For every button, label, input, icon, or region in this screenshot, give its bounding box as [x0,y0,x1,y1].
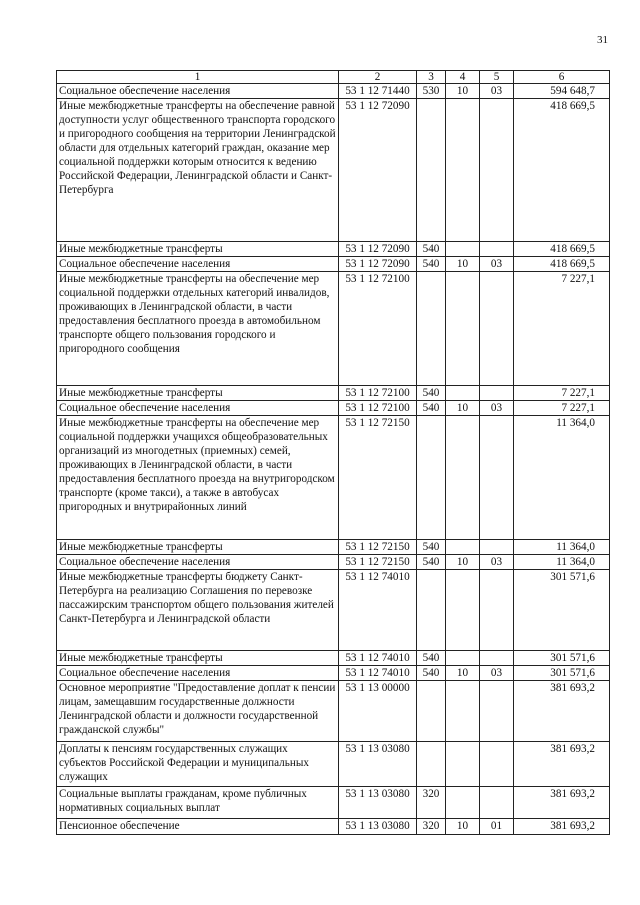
row-amount: 381 693,2 [514,819,610,835]
table-row [57,84,610,99]
row-code: 53 1 12 72090 [339,242,417,257]
row-expense-type [417,416,446,540]
row-expense-type [417,272,446,386]
row-amount: 418 669,5 [514,242,610,257]
row-amount: 381 693,2 [514,742,610,787]
table-row [57,272,610,386]
row-section [446,540,480,555]
row-code: 53 1 12 72100 [339,386,417,401]
row-section [446,99,480,242]
row-section: 10 [446,666,480,681]
header-col-4: 4 [446,71,480,84]
row-name: Социальное обеспечение населения [57,84,339,99]
row-subsection [480,681,514,742]
row-code: 53 1 12 74010 [339,666,417,681]
table-row [57,681,610,742]
row-subsection: 01 [480,819,514,835]
row-amount: 11 364,0 [514,555,610,570]
row-expense-type: 530 [417,84,446,99]
row-section: 10 [446,257,480,272]
row-amount: 7 227,1 [514,401,610,416]
header-col-5: 5 [480,71,514,84]
row-name: Иные межбюджетные трансферты [57,651,339,666]
row-code: 53 1 12 72090 [339,99,417,242]
row-section: 10 [446,819,480,835]
row-name: Иные межбюджетные трансферты [57,242,339,257]
row-subsection: 03 [480,257,514,272]
header-col-1: 1 [57,71,339,84]
row-name: Иные межбюджетные трансферты [57,540,339,555]
row-amount: 381 693,2 [514,787,610,819]
row-expense-type: 540 [417,540,446,555]
row-expense-type [417,99,446,242]
row-amount: 418 669,5 [514,99,610,242]
row-name: Иные межбюджетные трансферты бюджету Санкт-Петербурга на реализацию Соглашения по перевозке пассажирским транспортом общего пользования жителей Санкт-Петербурга и Ленинградской области [57,570,339,651]
row-section: 10 [446,401,480,416]
row-amount: 381 693,2 [514,681,610,742]
row-name: Доплаты к пенсиям государственных служащих субъектов Российской Федерации и муниципальных служащих [57,742,339,787]
table-row [57,386,610,401]
row-expense-type: 540 [417,401,446,416]
row-amount: 594 648,7 [514,84,610,99]
row-amount: 11 364,0 [514,540,610,555]
header-col-2: 2 [339,71,417,84]
row-section [446,651,480,666]
row-name: Социальное обеспечение населения [57,666,339,681]
row-subsection [480,651,514,666]
table-row [57,242,610,257]
row-subsection [480,242,514,257]
row-expense-type [417,681,446,742]
row-code: 53 1 12 72150 [339,540,417,555]
row-name: Иные межбюджетные трансферты [57,386,339,401]
table-row [57,742,610,787]
row-section [446,242,480,257]
row-name: Социальное обеспечение населения [57,401,339,416]
table-row [57,401,610,416]
budget-table [56,70,610,835]
page-number: 31 [597,34,608,46]
row-amount: 301 571,6 [514,570,610,651]
row-code: 53 1 12 72100 [339,272,417,386]
table-row [57,651,610,666]
row-section [446,681,480,742]
row-name: Социальное обеспечение населения [57,555,339,570]
row-expense-type: 540 [417,386,446,401]
row-code: 53 1 12 72150 [339,555,417,570]
row-code: 53 1 12 71440 [339,84,417,99]
row-expense-type: 540 [417,555,446,570]
row-name: Иные межбюджетные трансферты на обеспечение равной доступности услуг общественного транспорта городского и пригородного сообщения на территории Ленинградской области для отдельных категорий граждан, оказание мер социальной поддержки которым относится к ведению Российской Федерации, Ленинградской области и Санкт-Петербурга [57,99,339,242]
row-amount: 418 669,5 [514,257,610,272]
table-row [57,555,610,570]
row-expense-type: 540 [417,242,446,257]
row-code: 53 1 13 03080 [339,787,417,819]
row-subsection [480,570,514,651]
row-code: 53 1 12 72150 [339,416,417,540]
row-amount: 7 227,1 [514,386,610,401]
row-name: Пенсионное обеспечение [57,819,339,835]
row-amount: 301 571,6 [514,666,610,681]
row-subsection [480,416,514,540]
row-amount: 301 571,6 [514,651,610,666]
table-row [57,99,610,242]
row-subsection [480,787,514,819]
row-section [446,742,480,787]
row-subsection: 03 [480,555,514,570]
row-name: Социальные выплаты гражданам, кроме публичных нормативных социальных выплат [57,787,339,819]
row-subsection [480,742,514,787]
row-section [446,386,480,401]
row-expense-type: 540 [417,651,446,666]
row-expense-type [417,570,446,651]
table-row [57,819,610,835]
header-row [57,71,610,84]
row-subsection [480,99,514,242]
row-section [446,787,480,819]
table-row [57,257,610,272]
row-code: 53 1 13 03080 [339,819,417,835]
row-section: 10 [446,84,480,99]
row-expense-type: 320 [417,787,446,819]
row-section [446,416,480,540]
row-subsection [480,272,514,386]
row-code: 53 1 12 74010 [339,570,417,651]
table-row [57,570,610,651]
table-row [57,416,610,540]
table-row [57,787,610,819]
row-name: Иные межбюджетные трансферты на обеспечение мер социальной поддержки учащихся общеобразовательных организаций из многодетных (приемных) семей, проживающих в Ленинградской области, в части предоставления бесплатного проезда на внутригородском транспорте (кроме такси), а также в автобусах пригородных и внутрирайонных линий [57,416,339,540]
row-section [446,272,480,386]
row-code: 53 1 13 03080 [339,742,417,787]
row-subsection: 03 [480,401,514,416]
row-expense-type: 320 [417,819,446,835]
row-amount: 7 227,1 [514,272,610,386]
row-subsection: 03 [480,84,514,99]
row-section [446,570,480,651]
row-subsection [480,540,514,555]
row-code: 53 1 13 00000 [339,681,417,742]
row-code: 53 1 12 74010 [339,651,417,666]
header-col-6: 6 [514,71,610,84]
row-amount: 11 364,0 [514,416,610,540]
row-code: 53 1 12 72090 [339,257,417,272]
row-expense-type: 540 [417,257,446,272]
row-name: Социальное обеспечение населения [57,257,339,272]
header-col-3: 3 [417,71,446,84]
row-name: Основное мероприятие "Предоставление доплат к пенсии лицам, замещавшим государственные должности Ленинградской области и должности государственной гражданской службы" [57,681,339,742]
row-expense-type [417,742,446,787]
table-row [57,666,610,681]
row-name: Иные межбюджетные трансферты на обеспечение мер социальной поддержки отдельных категорий инвалидов, проживающих в Ленинградской области, в части предоставления бесплатного проезда в автомобильном транспорте общего пользования городского и пригородного сообщения [57,272,339,386]
row-expense-type: 540 [417,666,446,681]
table-row [57,540,610,555]
row-subsection [480,386,514,401]
row-code: 53 1 12 72100 [339,401,417,416]
row-subsection: 03 [480,666,514,681]
row-section: 10 [446,555,480,570]
